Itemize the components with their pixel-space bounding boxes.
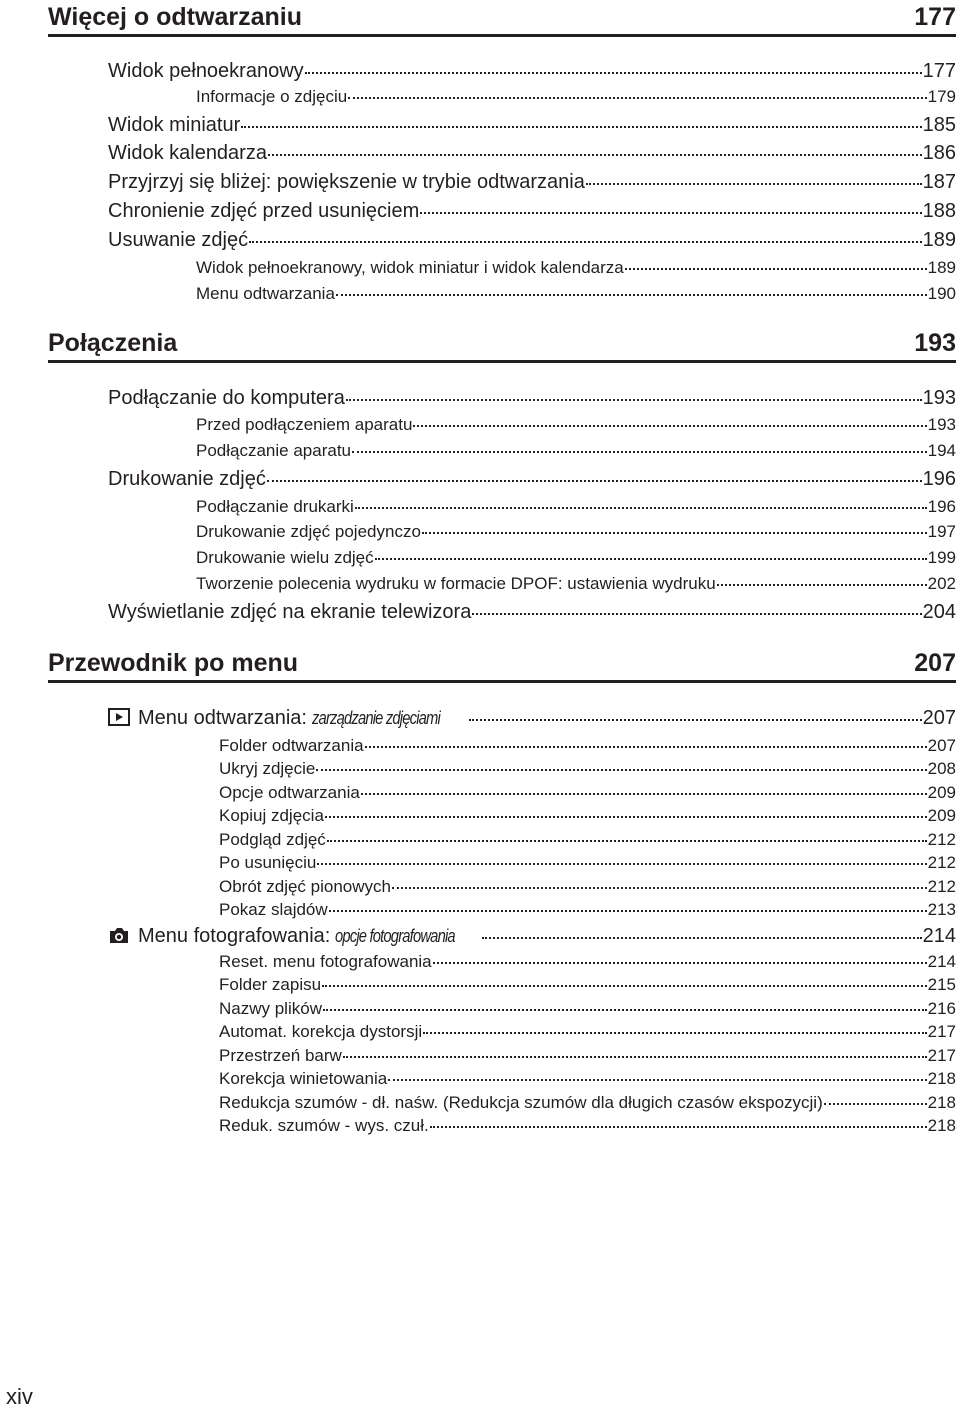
toc-entry[interactable] [108,113,956,137]
toc-entry-label [219,974,321,996]
toc-entry-text: Pokaz slajdów [219,900,328,919]
toc-entry-text: Informacje o zdjęciu [196,87,348,106]
toc-entry-page: 214 [927,952,956,971]
toc-entry-text: Redukcja szumów - dł. naśw. (Redukcja szumów dla długich czasów ekspozycji) [219,1093,823,1112]
toc-entry[interactable] [219,735,956,757]
toc-entry[interactable] [219,876,956,898]
toc-entry-text: Obrót zdjęć pionowych [219,877,391,896]
dot-leader [249,241,922,243]
toc-entry-text: Podgląd zdjęć [219,830,326,849]
toc-entry-text: Wyświetlanie zdjęć na ekranie telewizora [108,601,472,623]
toc-entry[interactable] [219,852,956,874]
toc-entry[interactable] [196,283,956,305]
toc-entry-page: 185 [922,114,956,136]
toc-entry[interactable] [219,782,956,804]
toc-entry[interactable] [219,1021,956,1043]
toc-entry-label [108,170,585,194]
dot-leader [472,613,921,615]
toc-entry-page: 202 [927,574,956,593]
toc-entry[interactable] [196,521,956,543]
dot-leader [482,937,921,939]
toc-entry-label [219,899,328,921]
toc-entry-page: 213 [927,900,956,919]
toc-entry-label [219,782,360,804]
toc-entry[interactable] [196,573,956,595]
toc-entry-label [196,496,354,518]
toc-entry-label [219,758,315,780]
camera-icon [108,926,130,944]
toc-entry-text: Widok pełnoekranowy, widok miniatur i widok kalendarza [196,258,624,277]
toc-entry-label [219,735,364,757]
toc-entry-label [219,805,324,827]
toc-entry-text: Drukowanie zdjęć pojedynczo [196,522,421,541]
toc-entry-page: 217 [927,1022,956,1041]
toc-entry-page: 196 [922,468,956,490]
toc-entry[interactable] [219,1068,956,1090]
toc-entry-page: 212 [927,830,956,849]
toc-entry[interactable] [196,86,956,108]
toc-entry-text: Folder zapisu [219,975,322,994]
section-title: Więcej o odtwarzaniu [48,3,302,31]
toc-entry-page: 189 [922,229,956,251]
dot-leader [375,558,927,560]
toc-entry-text: Przyjrzyj się bliżej: powiększenie w trybie odtwarzania [108,171,585,193]
toc-entry-page: 217 [927,1046,956,1065]
toc-entry-text: Podłączanie drukarki [196,497,354,516]
toc-section-menu-guide [48,646,956,683]
toc-entry-text: Drukowanie wielu zdjęć [196,548,374,567]
toc-entry-label [108,199,419,223]
toc-entry-text: Automat. korekcja dystorsji [219,1022,423,1041]
dot-leader [329,910,927,912]
dot-leader [423,1032,926,1034]
dot-leader [469,719,922,721]
toc-entry-label [108,467,266,491]
toc-entry-page: 209 [927,806,956,825]
toc-entry[interactable] [196,496,956,518]
dot-leader [824,1103,927,1105]
toc-entry[interactable] [219,974,956,996]
section-title: Połączenia [48,329,178,357]
toc-entry-page: 193 [927,415,956,434]
toc-entry-label [108,113,240,137]
toc-entry-label [219,1045,342,1067]
toc-section-connections [48,326,956,363]
toc-entry-page: 188 [922,200,956,222]
toc-entry-text: Podłączanie do komputera [108,387,345,409]
toc-entry[interactable] [219,758,956,780]
toc-entry-page: 186 [922,142,956,164]
toc-entry-label [196,414,412,436]
toc-entry-label [196,573,716,595]
dot-leader [422,532,927,534]
toc-entry[interactable] [108,199,956,223]
toc-entry[interactable] [196,547,956,569]
dot-leader [625,268,927,270]
toc-entry-text: Drukowanie zdjęć [108,468,266,490]
dot-leader [268,154,922,156]
toc-entry[interactable] [108,706,956,730]
toc-entry-label [108,59,304,83]
toc-entry-text: Folder odtwarzania [219,736,364,755]
dot-leader [586,183,922,185]
section-page: 177 [914,3,956,31]
dot-leader [348,97,926,99]
toc-entry-page: 216 [927,999,956,1018]
dot-leader [420,212,921,214]
toc-entry[interactable] [108,228,956,252]
toc-entry-label [108,141,267,165]
toc-entry-page: 194 [927,441,956,460]
toc-entry[interactable] [219,1045,956,1067]
toc-entry-text: Korekcja winietowania [219,1069,388,1088]
toc-entry[interactable] [108,141,956,165]
toc-entry[interactable] [219,1115,956,1137]
toc-entry[interactable] [196,440,956,462]
dot-leader [392,887,927,889]
dot-leader [267,480,922,482]
toc-entry-label [219,998,322,1020]
toc-entry-text: Menu odtwarzania [196,284,335,303]
playback-icon [108,708,130,726]
dot-leader [717,584,927,586]
toc-entry-page: 189 [927,258,956,277]
dot-leader [336,294,927,296]
toc-entry-label [108,600,471,624]
toc-entry-label [196,257,624,279]
toc-entry[interactable] [219,1092,956,1114]
toc-entry-text: Widok miniatur [108,114,241,136]
toc-entry-text: Menu fotografowania: [138,925,331,947]
toc-section-playback [48,0,956,37]
dot-leader [388,1079,926,1081]
dot-leader [365,746,927,748]
dot-leader [430,1126,927,1128]
toc-entry-page: 212 [927,877,956,896]
toc-entry-page: 199 [927,548,956,567]
toc-entry-text: Przed podłączeniem aparatu [196,415,413,434]
toc-entry-page: 196 [927,497,956,516]
toc-entry-text: Kopiuj zdjęcia [219,806,324,825]
toc-entry-text: Usuwanie zdjęć [108,229,249,251]
dot-leader [323,1009,927,1011]
toc-entry-page: 208 [927,759,956,778]
dot-leader [433,962,927,964]
toc-entry-label [108,228,248,252]
dot-leader [322,985,927,987]
dot-leader [361,793,927,795]
toc-entry-page: 187 [922,171,956,193]
toc-entry-label [196,86,347,108]
toc-entry[interactable] [108,59,956,83]
dot-leader [327,840,927,842]
toc-entry[interactable] [219,951,956,973]
toc-entry-text: Menu odtwarzania: [138,707,307,729]
toc-entry-subtitle: opcje fotografowania [335,926,456,946]
toc-entry-text: Widok kalendarza [108,142,267,164]
toc-entry-text: Po usunięciu [219,853,317,872]
toc-entry-page: 204 [922,601,956,623]
dot-leader [352,451,927,453]
toc-entry-page: 218 [927,1116,956,1135]
dot-leader [317,863,926,865]
dot-leader [305,72,922,74]
toc-entry-page: 218 [927,1069,956,1088]
toc-entry-page: 179 [927,87,956,106]
toc-entry[interactable] [219,899,956,921]
toc-entry[interactable] [108,170,956,194]
toc-entry-page: 212 [927,853,956,872]
toc-entry-page: 197 [927,522,956,541]
toc-entry-text: Reset. menu fotografowania [219,952,432,971]
dot-leader [316,769,926,771]
toc-entry-label [219,829,326,851]
toc-entry[interactable] [219,829,956,851]
toc-entry-label [219,1021,422,1043]
section-title: Przewodnik po menu [48,649,299,677]
dot-leader [413,425,926,427]
toc-entry-text: Chronienie zdjęć przed usunięciem [108,200,420,222]
toc-entry[interactable] [219,805,956,827]
toc-entry-label [219,852,316,874]
toc-entry-label [108,924,481,948]
toc-entry-page: 209 [927,783,956,802]
dot-leader [343,1056,927,1058]
toc-entry-label [196,521,421,543]
toc-entry-label [219,876,391,898]
section-header [48,326,956,363]
section-page: 193 [914,329,956,357]
toc-entry-text: Widok pełnoekranowy [108,60,304,82]
toc-entry-text: Tworzenie polecenia wydruku w formacie DPOF: ustawienia wydruku [196,574,716,593]
toc-entry-label [219,951,432,973]
toc-entry-subtitle: zarządzanie zdjęciami [311,708,440,728]
toc-entry[interactable] [108,924,956,948]
toc-entry-page: 177 [922,60,956,82]
toc-entry-label [108,386,345,410]
toc-entry[interactable] [196,257,956,279]
toc-entry[interactable] [219,998,956,1020]
toc-entry-label [196,547,374,569]
toc-entry-label [108,706,468,730]
toc-entry-page: 215 [927,975,956,994]
toc-entry-page: 207 [927,736,956,755]
dot-leader [355,507,927,509]
toc-entry-label [219,1068,387,1090]
toc-entry-page: 193 [922,387,956,409]
toc-entry[interactable] [196,414,956,436]
toc-entry-page: 190 [927,284,956,303]
toc-entry-text: Opcje odtwarzania [219,783,360,802]
toc-entry-text: Podłączanie aparatu [196,441,352,460]
toc-entry-text: Przestrzeń barw [219,1046,342,1065]
toc-entry-page: 207 [922,707,956,729]
toc-entry-label [219,1092,823,1114]
toc-entry-text: Reduk. szumów - wys. czuł. [219,1116,429,1135]
dot-leader [325,816,927,818]
section-header [48,646,956,683]
toc-entry[interactable] [108,467,956,491]
toc-entry-label [219,1115,429,1137]
toc-entry-page: 214 [922,925,956,947]
section-header [48,0,956,37]
toc-entry-page: 218 [927,1093,956,1112]
toc-entry-label [196,283,335,305]
toc-entry-text: Ukryj zdjęcie [219,759,316,778]
dot-leader [346,399,922,401]
toc-entry-text: Nazwy plików [219,999,322,1018]
toc-entry[interactable] [108,600,956,624]
dot-leader [241,126,921,128]
section-page: 207 [914,649,956,677]
footer-page-number: xiv [6,1384,33,1409]
toc-entry-label [196,440,351,462]
toc-entry[interactable] [108,386,956,410]
